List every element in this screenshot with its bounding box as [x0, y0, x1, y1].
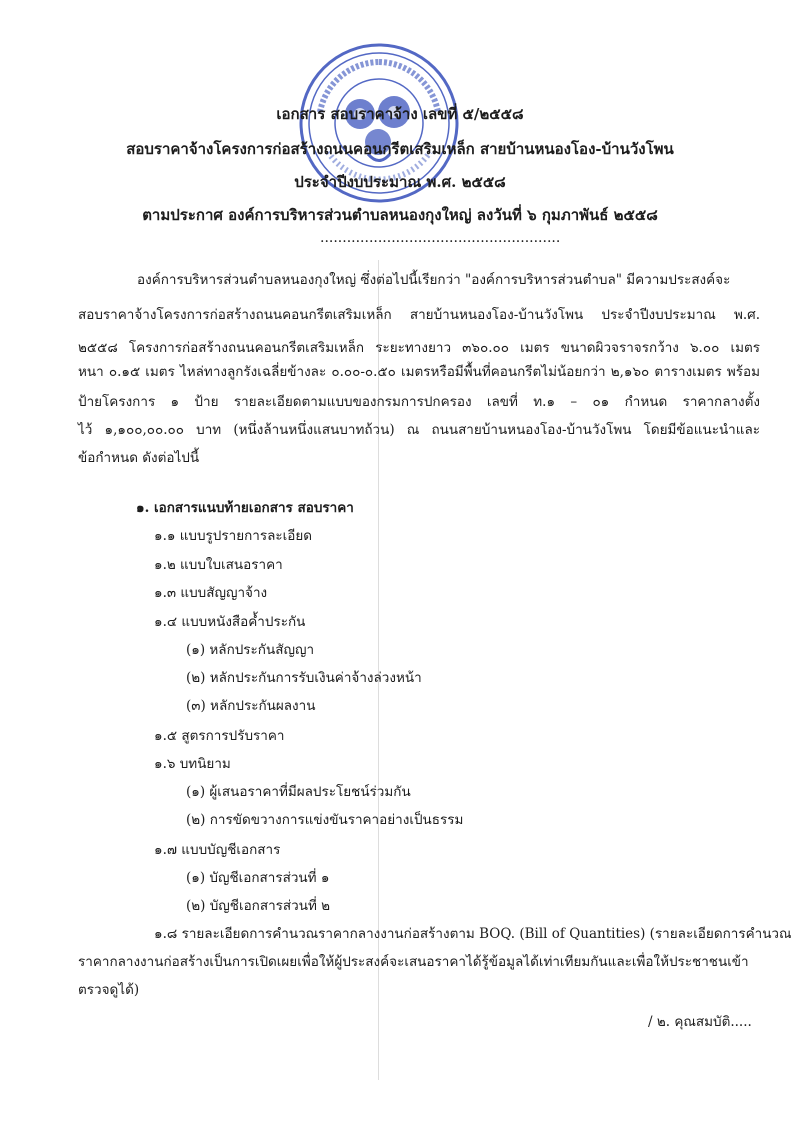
separator-dots: ...................................................... — [320, 230, 561, 246]
item-1-8-line-1: ๑.๘ รายละเอียดการคำนวณราคากลางงานก่อสร้างตาม BOQ. (Bill of Quantities) (รายละเอียดการคำนวณ — [154, 926, 792, 942]
document-number-title: เอกสาร สอบราคาจ้าง เลขที่ ๕/๒๕๕๘ — [276, 105, 524, 123]
intro-line-1: องค์การบริหารส่วนตำบลหนองกุงใหญ่ ซึ่งต่อไปนี้เรียกว่า "องค์การบริหารส่วนตำบล" มีความประสงค์จะ — [137, 272, 731, 288]
list-item: ๑.๔ แบบหนังสือค้ำประกัน — [154, 614, 306, 630]
section-1-title: ๑. เอกสารแนบท้ายเอกสาร สอบราคา — [136, 500, 354, 516]
intro-line-5: ป้ายโครงการ ๑ ป้าย รายละเอียดตามแบบของกรมการปกครอง เลขที่ ท.๑ – ๐๑ กำหนด ราคากลางตั้ง — [78, 394, 760, 410]
list-subitem: (๒) บัญชีเอกสารส่วนที่ ๒ — [186, 898, 331, 914]
list-subitem: (๑) หลักประกันสัญญา — [186, 642, 315, 658]
intro-line-4: หนา ๐.๑๕ เมตร ไหล่ทางลูกรังเฉลี่ยข้างละ ๐.๐๐-๐.๕๐ เมตรหรือมีพื้นที่คอนกรีตไม่น้อยกว่า ๒,๑๖๐ ตารางเมตร พร้อม — [78, 364, 760, 380]
continued-next-page: / ๒. คุณสมบัติ..... — [648, 1014, 752, 1030]
list-subitem: (๒) หลักประกันการรับเงินค่าจ้างล่วงหน้า — [186, 670, 422, 686]
list-subitem: (๑) ผู้เสนอราคาที่มีผลประโยชน์ร่วมกัน — [186, 784, 411, 800]
intro-line-7: ข้อกำหนด ดังต่อไปนี้ — [78, 450, 200, 466]
list-item: ๑.๖ บทนิยาม — [154, 756, 231, 772]
intro-line-3: ๒๕๕๘ โครงการก่อสร้างถนนคอนกรีตเสริมเหล็ก ระยะทางยาว ๓๖๐.๐๐ เมตร ขนาดผิวจราจรกว้าง ๖.๐๐ เมตร — [78, 340, 760, 356]
fiscal-year-title: ประจำปีงบประมาณ พ.ศ. ๒๕๕๘ — [294, 173, 506, 191]
project-title: สอบราคาจ้างโครงการก่อสร้างถนนคอนกรีตเสริมเหล็ก สายบ้านหนองโอง-บ้านวังโพน — [126, 140, 674, 158]
list-subitem: (๑) บัญชีเอกสารส่วนที่ ๑ — [186, 870, 330, 886]
list-item: ๑.๒ แบบใบเสนอราคา — [154, 557, 283, 573]
item-1-8-line-2: ราคากลางงานก่อสร้างเป็นการเปิดเผยเพื่อให้ผู้ประสงค์จะเสนอราคาได้รู้ข้อมูลได้เท่าเทียมกันและเพื่อให้ประชาชนเข้า — [78, 954, 749, 970]
list-item: ๑.๑ แบบรูปรายการละเอียด — [154, 528, 313, 544]
announcement-reference: ตามประกาศ องค์การบริหารส่วนตำบลหนองกุงใหญ่ ลงวันที่ ๖ กุมภาพันธ์ ๒๕๕๘ — [142, 206, 658, 224]
list-item: ๑.๓ แบบสัญญาจ้าง — [154, 585, 268, 601]
list-subitem: (๓) หลักประกันผลงาน — [186, 698, 316, 714]
intro-line-6: ไว้ ๑,๑๐๐,๐๐.๐๐ บาท (หนึ่งล้านหนึ่งแสนบาทถ้วน) ณ ถนนสายบ้านหนองโอง-บ้านวังโพน โดยมีข้อแนะนำและ — [78, 422, 760, 438]
list-item: ๑.๕ สูตรการปรับราคา — [154, 728, 285, 744]
list-subitem: (๒) การขัดขวางการแข่งขันราคาอย่างเป็นธรรม — [186, 812, 464, 828]
item-1-8-line-3: ตรวจดูได้) — [78, 982, 140, 998]
list-item: ๑.๗ แบบบัญชีเอกสาร — [154, 842, 281, 858]
intro-line-2: สอบราคาจ้างโครงการก่อสร้างถนนคอนกรีตเสริมเหล็ก สายบ้านหนองโอง-บ้านวังโพน ประจำปีงบประมาณ พ.ศ. — [78, 307, 760, 323]
scan-fold-line — [378, 260, 379, 1080]
